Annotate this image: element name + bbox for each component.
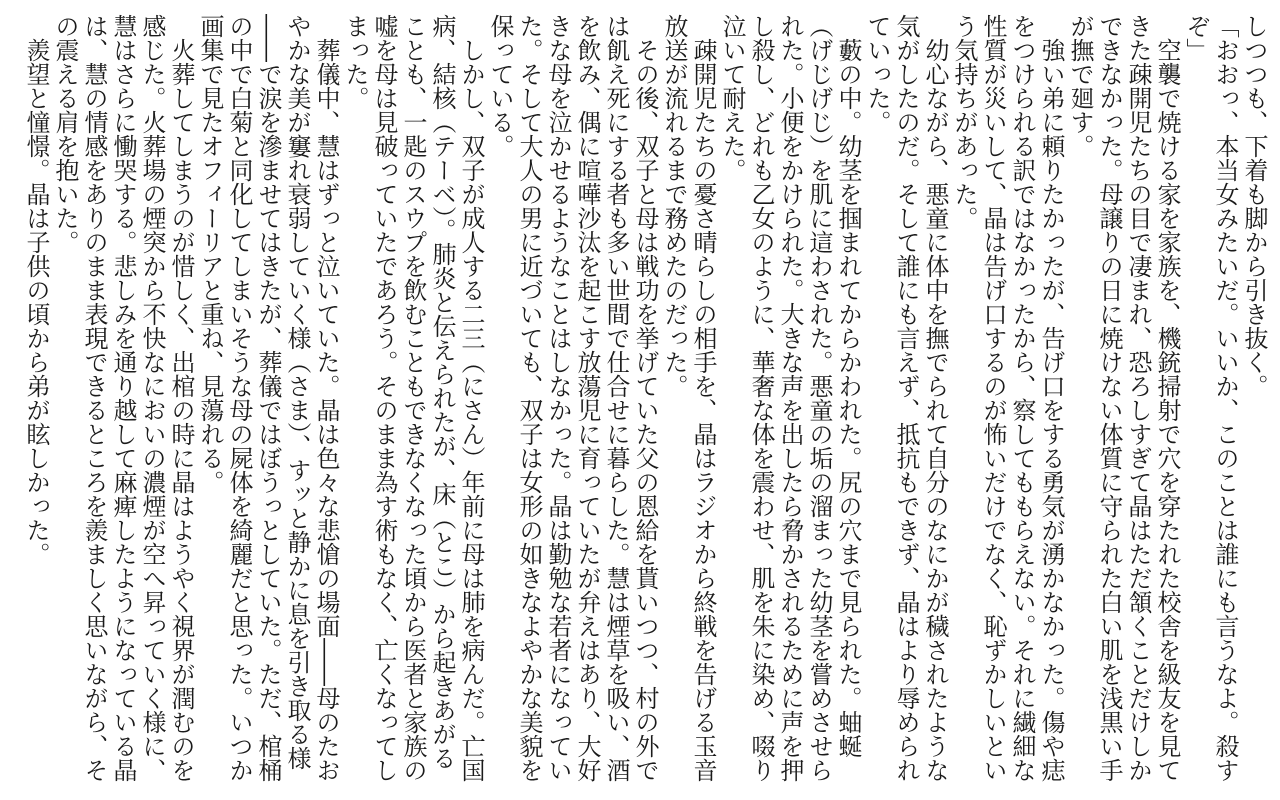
paragraph: 空襲で焼ける家を家族を、機銃掃射で穴を穿たれた校舎を級友を見てきた疎開児たちの目で凄まれ、恐ろしすぎて晶はただ頷くことだけしかできなかった。母譲りの日に焼けない体質に守られた白い肌を浅黒い手が撫で廻す。	[1066, 14, 1181, 782]
paragraph: しかし、双子が成人する二三（にさん）年前に母は肺を病んだ。亡国病、結核（テーベ）。肺炎と伝えられたが、床（とこ）から起きあがることも、一匙のスウプを飲むこともできなくなった頃から医者と家族の嘘を母は見破っていたであろう。そのまま為す術もなく、亡くなってしまった。	[341, 14, 485, 782]
paragraph: その後、双子と母は戦功を挙げていた父の恩給を貰いつつ、村の外では飢え死にする者も多い世間で仕合せに暮らした。慧は煙草を吸い、酒を飲み、偶に喧嘩沙汰を起こす放蕩児に育っていたが弁えはあり、大好きな母を泣かせるようなことはしなかった。晶は勤勉な若者になっていた。そして大人の男に近づいても、双子は女形の如きなよやかな美貌を保っている。	[486, 14, 659, 782]
vertical-text-body	[12, 14, 1268, 790]
paragraph: しつつも、下着も脚から引き抜く。	[1240, 14, 1268, 398]
paragraph: 羨望と憧憬。晶は子供の頃から弟が眩しかった。	[22, 38, 50, 566]
paragraph: 疎開児たちの憂さ晴らしの相手を、晶はラジオから終戦を告げる玉音放送が流れるまで務めたのだった。	[660, 14, 717, 782]
paragraph: 藪の中。幼茎を掴まれてからかわれた。尻の穴まで見られた。蚰蜒（げじげじ）を肌に這わされた。悪童の垢の溜まった幼茎を嘗めさせられた。小便をかけられた。大きな声を出したら脅かされるために声を押し殺し、どれも乙女のように、華奢な体を震わせ、肌を朱に染め、啜り泣いて耐えた。	[718, 14, 862, 782]
paragraph: 葬儀中、慧はずっと泣いていた。晶は色々な悲愴の場面――母のたおやかな美が窶れ衰弱していく様（さま）、すッと静かに息を引き取る様――で涙を滲ませてはきたが、葬儀ではぼうっとしていた。ただ、棺桶の中で白菊と同化してしまいそうな母の屍体を綺麗だと思った。いつか画集で見たオフィーリアと重ね、見蕩れる。	[196, 14, 340, 782]
paragraph: 幼心ながら、悪童に体中を撫でられて自分のなにかが穢されたような気がしたのだ。そして誰にも言えず、抵抗もできず、晶はより辱められていった。	[863, 14, 949, 782]
paragraph: 強い弟に頼りたかったが、告げ口をする勇気が湧かなかった。傷や痣をつけられる訳ではなかったから、察してももらえない。それに繊細な性質が災いして、晶は告げ口するのが怖いだけでなく、恥ずかしいという気持ちがあった。	[950, 14, 1065, 782]
paragraph: 火葬してしまうのが惜しく、出棺の時に晶はようやく視界が潤むのを感じた。火葬場の煙突から不快なにおいの濃煙が空へ昇っていく様に、慧はさらに慟哭する。悲しみを通り越して麻痺したようになっている晶は、慧の情感をありのまま表現できるところを羨ましく思いながら、その震える肩を抱いた。	[51, 14, 195, 782]
paragraph: 「おおっ、本当女みたいだ。いいか、このことは誰にも言うなよ。殺すぞ」	[1182, 14, 1239, 782]
